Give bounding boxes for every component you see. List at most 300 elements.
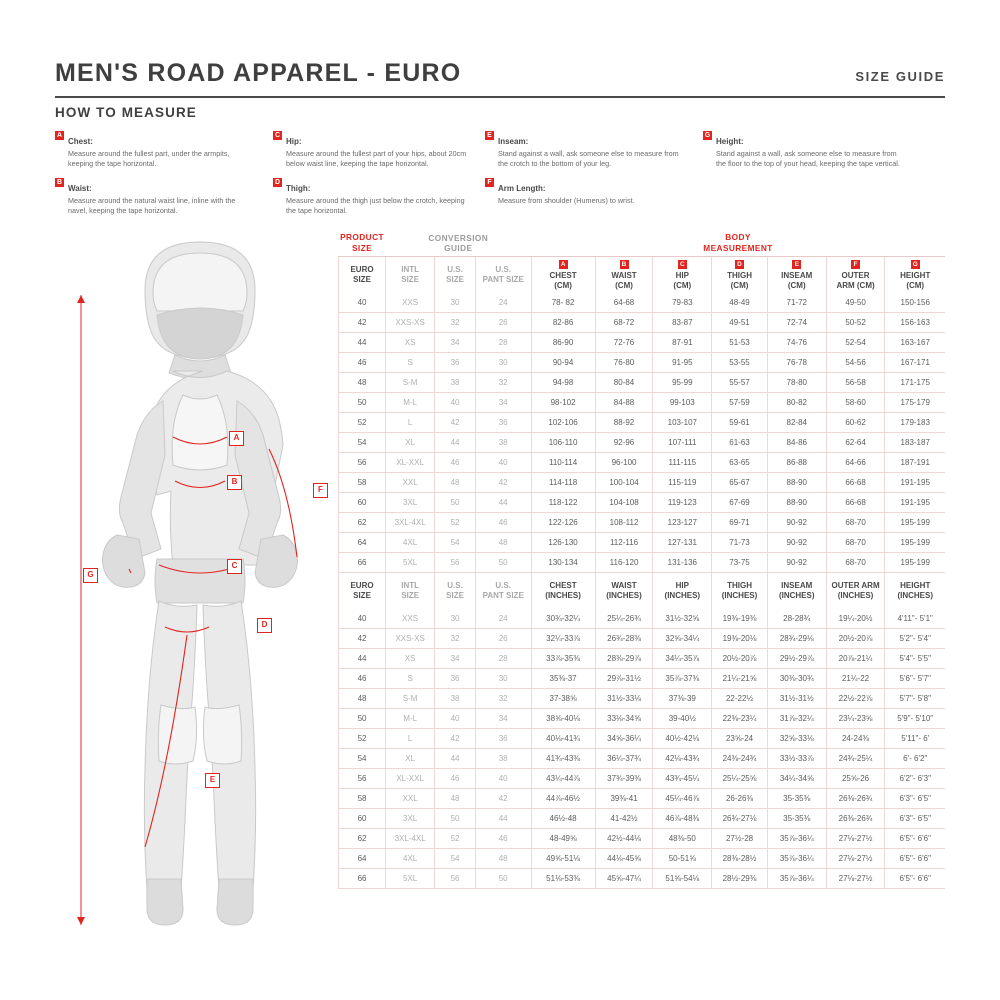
table-cell: 6'- 6'2" [885,749,945,769]
measure-item-desc: Stand against a wall, ask someone else to measure from the crotch to the bottom of your leg. [498,149,679,168]
table-row [339,689,946,709]
table-cell: 48⅜-50 [653,829,712,849]
table-cell: 90-92 [767,513,826,533]
table-cell: 30 [475,353,531,373]
table-cell: 55-57 [712,373,768,393]
badge-d-icon: D [274,178,281,186]
table-cell: 48 [435,789,476,809]
col-header-us-size-in: U.S. SIZE [435,573,476,610]
table-cell: 42 [475,473,531,493]
table-cell: 56 [339,453,386,473]
table-row [339,629,946,649]
table-cell: 46 [339,669,386,689]
group-conversion-guide: CONVERSION GUIDE [428,233,489,253]
table-cell: 5'6"- 5'7" [885,669,945,689]
table-cell: 34 [475,709,531,729]
col-header-intl-size-in: INTL SIZE [386,573,435,610]
table-cell: 62 [339,829,386,849]
col-header-inseam-in: INSEAM (INCHES) [767,573,826,610]
measure-item-hip [273,131,468,169]
col-header-thigh-cm: D THIGH (CM) [712,257,768,294]
table-cell: 87-91 [653,333,712,353]
table-cell: 46⅞-48⅜ [653,809,712,829]
table-cell: 30⅜-30¾ [767,669,826,689]
table-cell: 26⅜-26¾ [826,809,885,829]
col-header-waist-cm: B WAIST (CM) [595,257,653,294]
table-header-row-inches [339,573,946,610]
table-cell: 86-88 [767,453,826,473]
table-cell: 33½-33⅞ [767,749,826,769]
table-cell: 50 [435,493,476,513]
col-header-euro-size-in: EURO SIZE [339,573,386,610]
table-cell: XL [386,749,435,769]
table-cell: 150-156 [885,293,945,313]
table-cell: 62-64 [826,433,885,453]
table-cell: 42 [339,629,386,649]
measure-item-waist [55,178,250,216]
table-cell: 48 [339,689,386,709]
table-cell: 41-42½ [595,809,653,829]
table-cell: 49-51 [712,313,768,333]
badge-e-icon: E [485,131,494,140]
table-cell: 24⅜-24¾ [712,749,768,769]
table-cell: 50 [435,809,476,829]
table-cell: 130-134 [531,553,595,573]
table-cell: 96-100 [595,453,653,473]
table-cell: 114-118 [531,473,595,493]
table-cell: 5'9"- 5'10" [885,709,945,729]
table-cell: 30 [475,669,531,689]
table-cell: XXL [386,789,435,809]
table-cell: 82-86 [531,313,595,333]
table-cell: 56 [435,869,476,889]
table-cell: 44 [339,333,386,353]
col-header-us-size: U.S. SIZE [435,257,476,294]
table-cell: XXS [386,609,435,629]
table-row [339,333,946,353]
table-cell: 36 [475,413,531,433]
table-cell: 38 [475,433,531,453]
table-cell: 32 [475,689,531,709]
table-cell: 195-199 [885,553,945,573]
col-header-chest-cm: A CHEST (CM) [531,257,595,294]
table-row [339,849,946,869]
table-cell: 6'2"- 6'3" [885,769,945,789]
table-cell: 6'5"- 6'6" [885,829,945,849]
table-cell: 35-35⅜ [767,809,826,829]
table-cell: 111-115 [653,453,712,473]
table-cell: 191-195 [885,493,945,513]
table-cell: 66-68 [826,473,885,493]
table-cell: 58-60 [826,393,885,413]
table-cell: 22⅜-23¼ [712,709,768,729]
table-cell: 122-126 [531,513,595,533]
table-cell: 53-55 [712,353,768,373]
table-cell: 22½-22⅞ [826,689,885,709]
table-cell: 4XL [386,849,435,869]
table-cell: 42 [435,413,476,433]
table-cell: 64 [339,849,386,869]
table-row [339,553,946,573]
table-cell: 33⅞-35⅜ [531,649,595,669]
how-to-measure-column-3 [485,131,680,215]
page-header [55,45,945,97]
table-cell: 28-28¾ [767,609,826,629]
table-cell: 119-123 [653,493,712,513]
table-cell: 50 [339,709,386,729]
table-cell: 71-72 [767,293,826,313]
table-cell: 44 [435,749,476,769]
table-cell: 23⅝-24 [712,729,768,749]
table-cell: 48 [475,849,531,869]
table-cell: 48-49⅝ [531,829,595,849]
table-cell: 34 [435,333,476,353]
table-cell: 5'11"- 6' [885,729,945,749]
table-cell: 20½-20⅞ [712,649,768,669]
table-row [339,749,946,769]
table-cell: 28⅜-28½ [712,849,768,869]
table-row [339,353,946,373]
col-header-us-pant-size: U.S. PANT SIZE [475,257,531,294]
table-cell: 115-119 [653,473,712,493]
table-cell: 60-62 [826,413,885,433]
table-cell: 6'5"- 6'6" [885,849,945,869]
table-cell: 32 [435,313,476,333]
table-cell: 5'2"- 5'4" [885,629,945,649]
table-cell: 35-35⅜ [767,789,826,809]
table-row [339,433,946,453]
table-cell: 39-40½ [653,709,712,729]
table-cell: 34 [435,649,476,669]
badge-f-icon: F [485,178,494,187]
table-cell: 66 [339,869,386,889]
table-cell: 58 [339,789,386,809]
measure-item-name: Height: [716,137,744,146]
table-cell: 6'5"- 6'6" [885,869,945,889]
table-cell: 54 [339,749,386,769]
page-title: MEN'S ROAD APPAREL - EURO [55,59,462,87]
table-cell: 71-73 [712,533,768,553]
table-cell: 36¼-37¾ [595,749,653,769]
table-cell: 40½-42⅛ [653,729,712,749]
table-cell: 195-199 [885,513,945,533]
table-cell: 38 [435,373,476,393]
table-cell: 32 [435,629,476,649]
table-cell: 52-54 [826,333,885,353]
measure-item-inseam [485,131,680,169]
table-cell: 32⅝-33⅛ [767,729,826,749]
table-cell: S [386,669,435,689]
col-header-hip-cm: C HIP (CM) [653,257,712,294]
how-to-measure-title: HOW TO MEASURE [55,105,197,120]
table-cell: 28 [475,649,531,669]
col-header-hip-in: HIP (INCHES) [653,573,712,610]
table-cell: 35⅞-36¼ [767,829,826,849]
table-cell: 106-110 [531,433,595,453]
table-cell: 31½-33⅛ [595,689,653,709]
table-cell: S [386,353,435,373]
table-cell: 131-136 [653,553,712,573]
table-cell: 66 [339,553,386,573]
how-to-measure-section [55,105,945,220]
table-cell: 51-53 [712,333,768,353]
table-cell: 21¼-22 [826,669,885,689]
measure-item-name: Hip: [286,137,302,146]
figure-label-d: D [257,618,272,633]
table-cell: 76-78 [767,353,826,373]
table-cell: 156-163 [885,313,945,333]
table-cell: 83-87 [653,313,712,333]
table-cell: 69-71 [712,513,768,533]
table-cell: 56-58 [826,373,885,393]
table-cell: 167-171 [885,353,945,373]
figure-label-e: E [205,773,220,788]
size-guide-page [55,45,945,960]
table-cell: 44 [339,649,386,669]
table-cell: 57-59 [712,393,768,413]
table-cell: 32 [475,373,531,393]
table-cell: 90-92 [767,533,826,553]
table-cell: 112-116 [595,533,653,553]
table-row [339,709,946,729]
table-cell: XS [386,333,435,353]
table-row [339,453,946,473]
table-cell: 22-22½ [712,689,768,709]
table-cell: 40 [339,609,386,629]
table-cell: 31½-32⅝ [653,609,712,629]
table-cell: 27⅛-27½ [826,829,885,849]
table-cell: 24¾-25¼ [826,749,885,769]
header-divider [55,96,945,98]
how-to-measure-column-1 [55,131,250,225]
table-cell: 35⅞-36¼ [767,869,826,889]
badge-c-icon: C [274,132,281,139]
table-cell: 27½-28 [712,829,768,849]
table-cell: 88-90 [767,493,826,513]
table-row [339,473,946,493]
table-cell: 127-131 [653,533,712,553]
table-cell: 50 [339,393,386,413]
table-cell: 61-63 [712,433,768,453]
table-cell: 25⅝-26 [826,769,885,789]
table-cell: 54 [339,433,386,453]
col-header-waist-in: WAIST (INCHES) [595,573,653,610]
table-cell: 33⅛-34⅝ [595,709,653,729]
table-cell: 60 [339,809,386,829]
table-cell: 29½-29⅞ [767,649,826,669]
size-guide-label: SIZE GUIDE [855,69,945,84]
table-cell: 72-76 [595,333,653,353]
table-cell: 102-106 [531,413,595,433]
table-cell: 46 [475,829,531,849]
figure-label-b: B [227,475,242,490]
table-cell: 98-102 [531,393,595,413]
table-cell: 95-99 [653,373,712,393]
col-header-height-in: HEIGHT (INCHES) [885,573,945,610]
measure-item-name: Inseam: [498,137,529,146]
table-cell: 3XL-4XL [386,829,435,849]
table-cell: 31½-31½ [767,689,826,709]
table-cell: 4XL [386,533,435,553]
table-cell: 5XL [386,869,435,889]
table-cell: 195-199 [885,533,945,553]
figure-label-g: G [83,568,98,583]
table-row [339,413,946,433]
table-cell: 23¼-23⅝ [826,709,885,729]
table-cell: 42⅛-43¾ [653,749,712,769]
table-cell: 40 [475,769,531,789]
table-cell: 26¾-27⅛ [712,809,768,829]
measure-item-name: Thigh: [286,183,311,193]
table-cell: 3XL [386,809,435,829]
table-cell: 54-56 [826,353,885,373]
how-to-measure-column-4 [703,131,903,178]
table-cell: 20⅞-21¼ [826,649,885,669]
measure-item-name: Arm Length: [498,183,546,193]
table-cell: 40 [339,293,386,313]
measure-item-desc: Stand against a wall, ask someone else to measure from the floor to the top of your head, keeping the tape vertical. [716,149,900,168]
table-cell: 108-112 [595,513,653,533]
table-cell: 179-183 [885,413,945,433]
table-cell: 42 [475,789,531,809]
figure-label-a: A [229,431,244,446]
table-cell: 48-49 [712,293,768,313]
table-cell: 52 [339,413,386,433]
table-cell: 5XL [386,553,435,573]
table-cell: 116-120 [595,553,653,573]
table-cell: 19¼-20½ [826,609,885,629]
how-to-measure-column-2 [273,131,468,225]
table-cell: 19⅜-19⅜ [712,609,768,629]
table-cell: 42 [339,313,386,333]
table-cell: 90-94 [531,353,595,373]
table-cell: 38 [435,689,476,709]
table-cell: 62 [339,513,386,533]
table-cell: XXS [386,293,435,313]
table-cell: 51⅝-54⅛ [653,869,712,889]
table-cell: 67-69 [712,493,768,513]
table-row [339,533,946,553]
table-cell: 45⅝-47¼ [595,869,653,889]
table-cell: XXL [386,473,435,493]
table-cell: 59-61 [712,413,768,433]
table-cell: 44 [435,433,476,453]
table-cell: 32¼-33⅞ [531,629,595,649]
table-cell: 50-51⅝ [653,849,712,869]
table-cell: 99-103 [653,393,712,413]
col-header-outer-arm-cm: F OUTER ARM (CM) [826,257,885,294]
table-row [339,609,946,629]
table-cell: 36 [435,353,476,373]
table-cell: 26 [475,629,531,649]
table-cell: 103-107 [653,413,712,433]
table-cell: 50-52 [826,313,885,333]
table-cell: 48 [475,533,531,553]
table-cell: 26⅜-26¾ [826,789,885,809]
table-body-cm [339,293,946,573]
table-cell: 60 [339,493,386,513]
table-cell: 34¼-34⅝ [767,769,826,789]
table-cell: 46 [475,513,531,533]
table-cell: 65-67 [712,473,768,493]
table-cell: 46 [435,453,476,473]
table-cell: 27⅛-27½ [826,869,885,889]
measure-item-name: Waist: [68,183,92,193]
table-cell: 43¾-45¼ [653,769,712,789]
group-product-size: PRODUCT SIZE [340,232,384,253]
table-cell: 3XL [386,493,435,513]
table-cell: 44 [475,493,531,513]
table-cell: 45¼-46⅞ [653,789,712,809]
table-cell: 54 [435,849,476,869]
table-cell: 58 [339,473,386,493]
table-row [339,493,946,513]
table-cell: 35⅞-36¼ [767,849,826,869]
col-header-outer-arm-in: OUTER ARM (INCHES) [826,573,885,610]
measure-item-thigh [273,178,468,216]
table-cell: 28¾-29⅛ [767,629,826,649]
table-cell: 86-90 [531,333,595,353]
table-cell: 68-70 [826,553,885,573]
table-cell: 39⅜-41 [595,789,653,809]
table-cell: 104-108 [595,493,653,513]
figure-label-c: C [227,559,242,574]
table-cell: 25¼-26¾ [595,609,653,629]
table-cell: 26 [475,313,531,333]
table-row [339,809,946,829]
table-cell: 50 [475,869,531,889]
badge-b-icon: B [56,178,63,186]
measure-item-desc: Measure around the thigh just below the crotch, keeping the tape horizontal. [286,195,465,215]
table-cell: 34¼-35⅞ [653,649,712,669]
table-row [339,829,946,849]
table-cell: 76-80 [595,353,653,373]
col-header-height-cm: G HEIGHT (CM) [885,257,945,294]
group-body-measurement: BODY MEASUREMENT [703,232,773,253]
table-cell: 64-66 [826,453,885,473]
table-cell: 6'3"- 6'5" [885,789,945,809]
measure-item-desc: Measure around the fullest part, under the armpits, keeping the tape horizontal. [68,149,230,168]
table-cell: 52 [435,829,476,849]
measure-item-height [703,131,903,169]
table-cell: 66-68 [826,493,885,513]
table-cell: 79-83 [653,293,712,313]
table-cell: 37-38⅝ [531,689,595,709]
table-cell: 63-65 [712,453,768,473]
table-cell: 94-98 [531,373,595,393]
table-cell: 88-90 [767,473,826,493]
table-cell: 118-122 [531,493,595,513]
table-cell: 48 [435,473,476,493]
table-cell: 5'4"- 5'5" [885,649,945,669]
table-cell: 19⅜-20⅛ [712,629,768,649]
table-cell: 25¼-25⅝ [712,769,768,789]
figure-label-f: F [313,483,328,498]
table-cell: 36 [435,669,476,689]
table-cell: 56 [435,553,476,573]
table-cell: 40 [435,393,476,413]
table-cell: 35⅜-37 [531,669,595,689]
table-cell: 68-72 [595,313,653,333]
table-cell: 56 [339,769,386,789]
table-cell: 90-92 [767,553,826,573]
table-cell: 38⅝-40⅛ [531,709,595,729]
measure-item-desc: Measure around the fullest part of your hips, about 20cm below waist line, keeping the tape horizontal. [286,149,467,168]
badge-a-icon: A [56,132,63,139]
table-cell: 48 [339,373,386,393]
table-cell: 49⅝-51⅛ [531,849,595,869]
table-cell: XL [386,433,435,453]
